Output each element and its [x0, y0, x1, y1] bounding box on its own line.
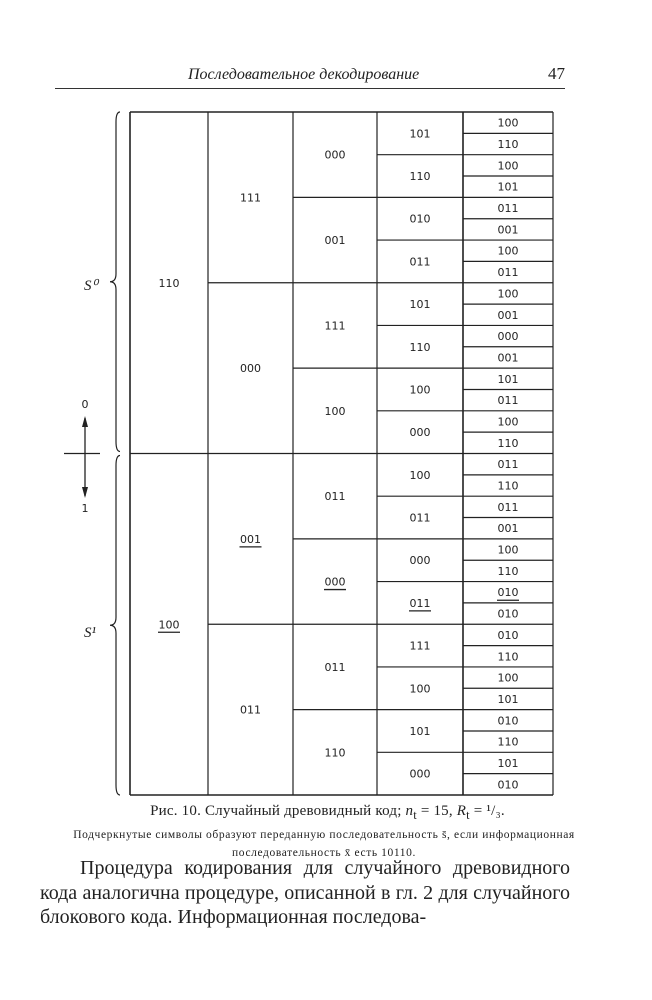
- tree-leaf: 010: [497, 607, 519, 621]
- tree-node-level-4: 011: [409, 596, 431, 610]
- tree-leaf: 110: [497, 735, 519, 749]
- branch-zero-label: 0: [81, 398, 89, 411]
- tree-node-level-4: 101: [409, 724, 431, 738]
- tree-node-level-1: 110: [158, 276, 180, 290]
- tree-leaf: 001: [497, 308, 519, 322]
- caption-r-sub: t: [466, 808, 470, 822]
- tree-leaf: 011: [497, 500, 519, 514]
- tree-leaf: 100: [497, 415, 519, 429]
- tree-node-level-3: 110: [324, 746, 346, 760]
- tree-node-level-3: 000: [324, 148, 346, 162]
- tree-leaf: 101: [497, 372, 519, 386]
- tree-node-level-4: 010: [409, 212, 431, 226]
- tree-leaf: 000: [497, 330, 519, 344]
- body-paragraph: Процедура кодирования для случайного древовидного кода аналогична процедуре, описанной в гл. 2 для случайного блокового кода. Информационная последова-: [40, 857, 570, 928]
- tree-node-level-2: 011: [240, 703, 261, 717]
- page-number: 47: [548, 64, 565, 83]
- tree-leaf: 001: [497, 351, 519, 365]
- tree-node-level-4: 101: [409, 127, 431, 141]
- s0-brace: [110, 112, 120, 452]
- tree-leaf: 100: [497, 287, 519, 301]
- tree-node-level-4: 111: [409, 639, 431, 653]
- tree-leaf: 110: [497, 436, 519, 450]
- figure-caption: [40, 803, 615, 823]
- tree-leaf: 110: [497, 138, 519, 152]
- tree-leaf: 001: [497, 223, 519, 237]
- tree-leaf: 100: [497, 543, 519, 557]
- up-arrow-head: [82, 416, 88, 427]
- tree-node-level-4: 110: [409, 170, 431, 184]
- s1-brace: [110, 456, 120, 796]
- tree-node-level-2: 001: [240, 532, 261, 546]
- tree-leaf: 101: [497, 180, 519, 194]
- tree-leaf: 110: [497, 479, 519, 493]
- caption-r-value: = ¹/₃.: [469, 803, 505, 819]
- s1-label: S¹: [84, 625, 96, 641]
- tree-node-level-4: 000: [409, 426, 431, 440]
- tree-node-level-4: 100: [409, 468, 431, 482]
- tree-leaf: 101: [497, 692, 519, 706]
- tree-leaf: 100: [497, 244, 519, 258]
- tree-leaf: 011: [497, 458, 519, 472]
- down-arrow-head: [82, 487, 88, 498]
- branch-one-label: 1: [81, 502, 89, 515]
- tree-leaf: 001: [497, 522, 519, 536]
- tree-node-level-4: 110: [409, 340, 431, 354]
- tree-leaf: 100: [497, 116, 519, 130]
- tree-node-level-4: 011: [409, 511, 431, 525]
- caption-n-sub: t: [413, 808, 417, 822]
- figure-note: Подчеркнутые символы образуют переданную последовательность s̄, если информационная последовательность x̄ есть 10110.: [73, 829, 575, 859]
- tree-leaf: 010: [497, 714, 519, 728]
- tree-node-level-4: 011: [409, 255, 431, 269]
- tree-node-level-3: 111: [324, 319, 346, 333]
- tree-node-level-4: 100: [409, 383, 431, 397]
- caption-n: n: [405, 803, 414, 819]
- tree-node-level-3: 001: [324, 234, 346, 248]
- tree-leaf: 100: [497, 159, 519, 173]
- tree-node-level-4: 000: [409, 554, 431, 568]
- tree-node-level-4: 101: [409, 298, 431, 312]
- tree-leaf: 110: [497, 564, 519, 578]
- caption-n-value: = 15,: [416, 803, 457, 819]
- tree-node-level-4: 100: [409, 682, 431, 696]
- tree-node-level-2: 111: [240, 191, 261, 205]
- s0-label: S⁰: [84, 278, 98, 294]
- tree-node-level-3: 100: [324, 404, 346, 418]
- tree-leaf: 011: [497, 394, 519, 408]
- tree-node-level-3: 000: [324, 575, 346, 589]
- caption-r: R: [456, 803, 467, 819]
- tree-node-level-2: 000: [240, 362, 261, 376]
- tree-leaf: 010: [497, 778, 519, 792]
- tree-leaf: 011: [497, 266, 519, 280]
- tree-node-level-3: 011: [324, 490, 346, 504]
- tree-leaf: 010: [497, 586, 519, 600]
- tree-leaf: 110: [497, 650, 519, 664]
- tree-leaf: 100: [497, 671, 519, 685]
- tree-node-level-4: 000: [409, 767, 431, 781]
- tree-leaf: 011: [497, 202, 519, 216]
- tree-node-level-3: 011: [324, 660, 346, 674]
- running-title: Последовательное декодирование: [188, 66, 420, 83]
- caption-prefix: Рис. 10. Случайный древовидный код;: [150, 803, 406, 819]
- tree-leaf: 101: [497, 756, 519, 770]
- tree-leaf: 010: [497, 628, 519, 642]
- tree-node-level-1: 100: [158, 618, 180, 632]
